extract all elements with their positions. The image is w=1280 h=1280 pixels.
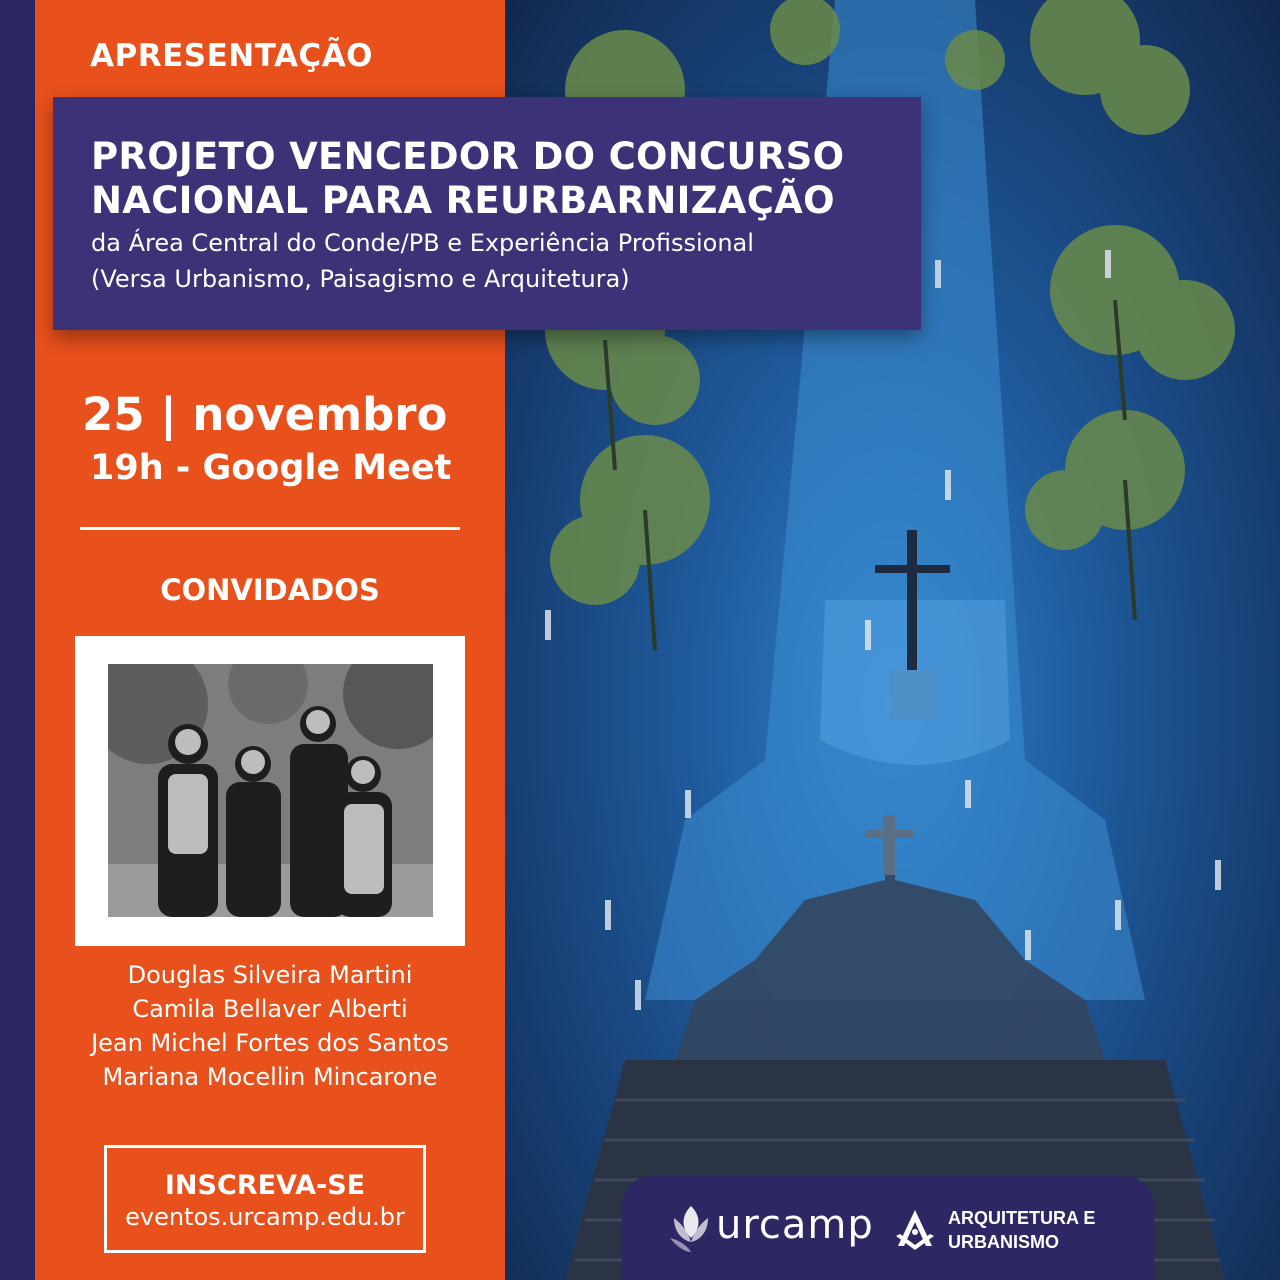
title-line-2: NACIONAL PARA REURBARNIZAÇÃO — [91, 179, 835, 222]
divider — [80, 527, 460, 530]
course-label-line-2: URBANISMO — [948, 1232, 1059, 1252]
subtitle-line-2: (Versa Urbanismo, Paisagismo e Arquitetura) — [91, 265, 630, 293]
guests-heading: CONVIDADOS — [160, 573, 380, 607]
title-line-1: PROJETO VENCEDOR DO CONCURSO — [91, 135, 845, 178]
subtitle-line-1: da Área Central do Conde/PB e Experiência Profissional — [91, 229, 754, 257]
guest-photo-frame — [75, 636, 465, 946]
footer-logos — [622, 1176, 1154, 1280]
guest-name: Jean Michel Fortes dos Santos — [91, 1029, 449, 1057]
guest-group-photo — [108, 664, 433, 917]
compass-square-icon — [892, 1206, 938, 1252]
course-label — [948, 1206, 1095, 1254]
signup-title: INSCREVA-SE — [164, 1170, 366, 1201]
event-date: 25 | novembro — [82, 388, 448, 441]
guest-name: Mariana Mocellin Mincarone — [102, 1063, 438, 1091]
signup-box[interactable] — [104, 1145, 426, 1253]
guest-name: Camila Bellaver Alberti — [132, 995, 408, 1023]
urcamp-logo — [666, 1198, 874, 1258]
left-accent-strip — [0, 0, 35, 1280]
course-label-line-1: ARQUITETURA E — [948, 1208, 1096, 1228]
presentation-kicker: APRESENTAÇÃO — [90, 38, 374, 74]
guest-names-list — [35, 958, 505, 1094]
guest-name: Douglas Silveira Martini — [127, 961, 413, 989]
urcamp-wordmark: urcamp — [716, 1202, 874, 1248]
event-time: 19h - Google Meet — [90, 448, 452, 488]
signup-url-link[interactable]: eventos.urcamp.edu.br — [125, 1203, 405, 1231]
urcamp-flower-logo-icon — [666, 1198, 716, 1258]
title-box — [53, 97, 921, 330]
